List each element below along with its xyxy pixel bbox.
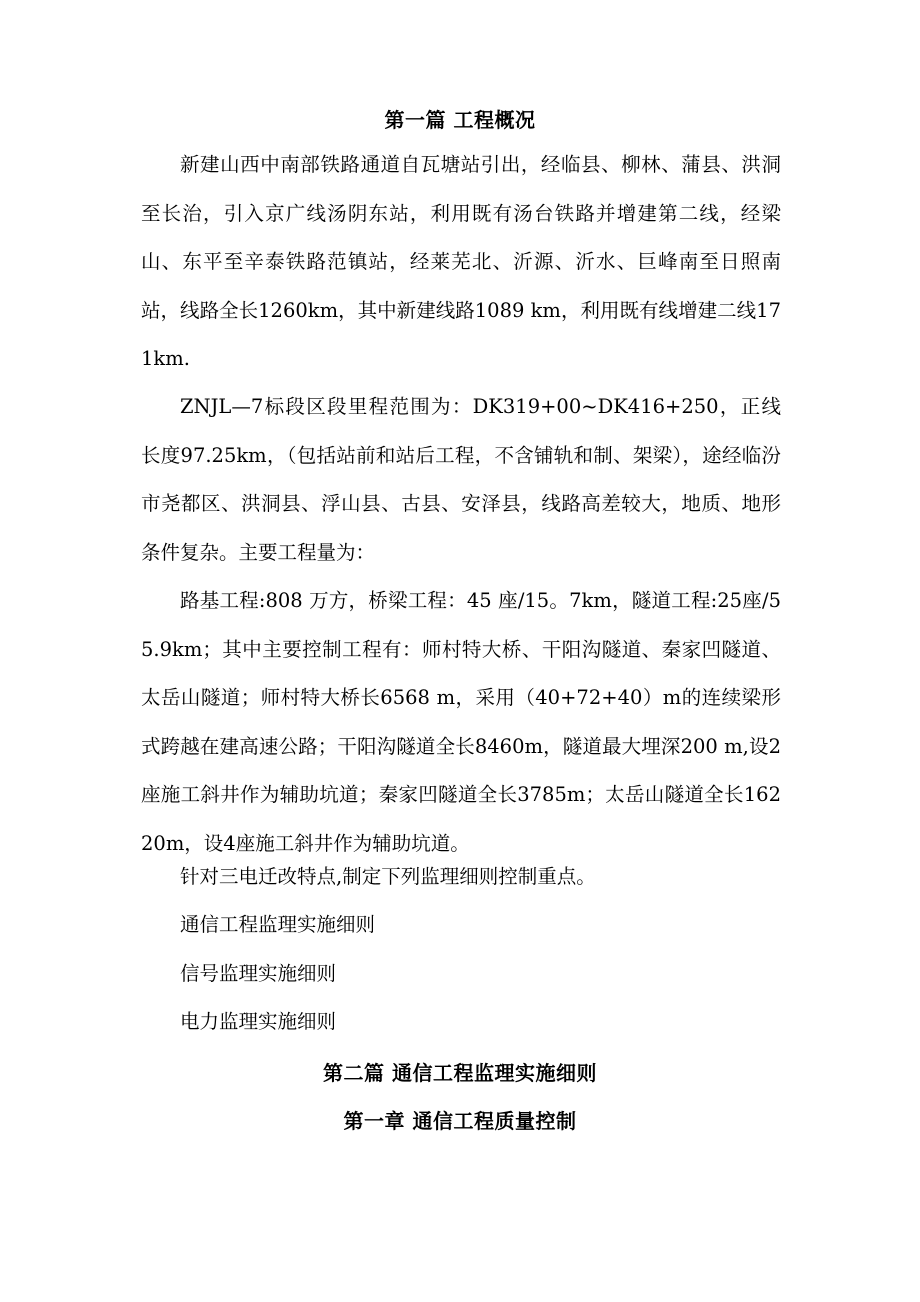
- list-item-communication: 通信工程监理实施细则: [180, 913, 376, 936]
- part2-title: 第二篇 通信工程监理实施细则: [323, 1061, 597, 1085]
- intro-line: 针对三电迁改特点,制定下列监理细则控制重点。: [180, 865, 596, 888]
- overview-paragraph-quantities: 路基工程:808 万方，桥梁工程：45 座/15。7km，隧道工程:25座/55.9km；其中主要控制工程有：师村特大桥、干阳沟隧道、秦家凹隧道、太岳山隧道；师村特大桥长6568 m，采用（40+72+40）m的连续梁形式跨越在建高速公路；干阳沟隧道全长8460m，隧道最大埋深200 m,设2座施工斜井作为辅助坑道；秦家凹隧道全长3785m；太岳山隧道全长16220m，设4座施工斜井作为辅助坑道。: [141, 589, 781, 855]
- list-item-power: 电力监理实施细则: [180, 1010, 337, 1033]
- overview-paragraph-section: ZNJL—7标段区段里程范围为：DK319+00~DK416+250，正线长度97.25km，（包括站前和站后工程，不含铺轨和制、架梁），途经临汾市尧都区、洪洞县、浮山县、古县、安泽县，线路高差较大，地质、地形条件复杂。主要工程量为：: [141, 395, 781, 564]
- part1-title: 第一篇 工程概况: [384, 108, 536, 132]
- list-item-signal: 信号监理实施细则: [180, 962, 337, 985]
- overview-paragraph-route: 新建山西中南部铁路通道自瓦塘站引出，经临县、柳林、蒲县、洪洞至长治，引入京广线汤阴东站，利用既有汤台铁路并增建第二线，经梁山、东平至辛泰铁路范镇站，经莱芜北、沂源、沂水、巨峰南至日照南站，线路全长1260km，其中新建线路1089 km，利用既有线增建二线171km.: [141, 153, 781, 370]
- chapter1-title: 第一章 通信工程质量控制: [343, 1109, 577, 1133]
